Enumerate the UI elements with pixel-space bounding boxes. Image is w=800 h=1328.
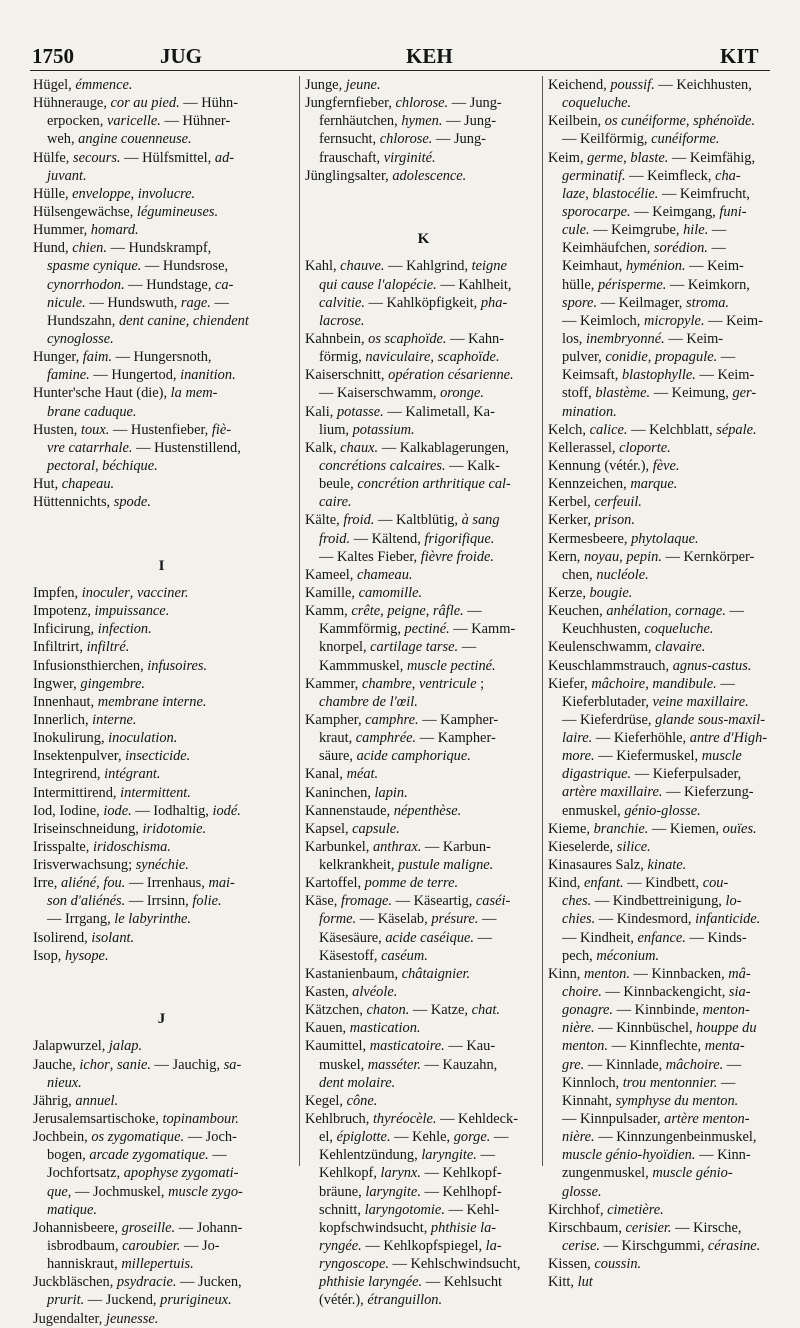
entry-line: isbrodbaum, caroubier. — Jo-	[47, 1238, 220, 1255]
entry-line: froid. — Kältend, frigorifique.	[319, 530, 495, 547]
entry-line: juvant.	[47, 167, 87, 184]
entry-line: Juckbläschen, psydracie. — Jucken,	[33, 1274, 242, 1291]
entry-line: Kanal, méat.	[305, 766, 379, 783]
entry-line: Infiltrirt, infiltré.	[33, 639, 130, 656]
entry-line: Keimhaut, hyménion. — Keim-	[562, 258, 744, 275]
entry-line: Integrirend, intégrant.	[33, 766, 161, 783]
entry-line: — Kaiserschwamm, oronge.	[319, 385, 484, 402]
entry-line: prurit. — Juckend, prurigineux.	[47, 1292, 232, 1309]
entry-line: forme. — Käselab, présure. —	[319, 911, 497, 928]
center-guide-word: KEH	[406, 44, 453, 68]
entry-line: zungenmuskel, muscle génio-	[562, 1165, 733, 1182]
entry-line: Keim, germe, blaste. — Keimfähig,	[548, 149, 756, 166]
entry-line: Kellerassel, cloporte.	[548, 439, 671, 456]
entry-line: cule. — Keimgrube, hile. —	[562, 222, 727, 239]
entry-line: Iod, Iodine, iode. — Iodhaltig, iodé.	[33, 802, 241, 819]
entry-line: spasme cynique. — Hundsrose,	[47, 258, 229, 275]
entry-line: — Keilförmig, cunéiforme.	[562, 131, 720, 148]
entry-line: coqueluche.	[562, 95, 632, 112]
entry-line: (vétér.), étranguillon.	[319, 1292, 443, 1309]
entry-line: Kinnaht, symphyse du menton.	[562, 1092, 739, 1109]
entry-line: el, épiglotte. — Kehle, gorge. —	[319, 1129, 509, 1146]
entry-line: Jalapwurzel, jalap.	[33, 1038, 143, 1055]
entry-line: matique.	[47, 1201, 97, 1218]
entry-line: Kahl, chauve. — Kahlgrind, teigne	[305, 258, 507, 275]
entry-line: Hunger, faim. — Hungersnoth,	[33, 349, 212, 366]
entry-line: Irisverwachsung; synéchie.	[33, 857, 189, 874]
section-letter: J	[157, 1011, 166, 1028]
entry-line: bräune, laryngite. — Kehlhopf-	[319, 1183, 502, 1200]
entry-line: spore. — Keilmager, stroma.	[562, 294, 730, 311]
entry-line: Kirchhof, cimetière.	[548, 1201, 664, 1218]
entry-line: vre catarrhale. — Hustenstillend,	[47, 439, 241, 456]
entry-line: Hüttennichts, spode.	[33, 494, 151, 511]
entry-line: chies. — Kindesmord, infanticide.	[562, 911, 761, 928]
entry-line: pulver, conidie, propagule. —	[562, 349, 736, 366]
entry-line: Kamille, camomille.	[305, 584, 423, 601]
entry-line: glosse.	[562, 1183, 602, 1200]
entry-line: Infusionsthierchen, infusoires.	[33, 657, 208, 674]
entry-line: phthisie laryngée. — Kehlsucht	[319, 1274, 503, 1291]
entry-line: Isop, hysope.	[33, 947, 109, 964]
entry-line: Jährig, annuel.	[33, 1092, 119, 1109]
entry-line: gonagre. — Kinnbinde, menton-	[562, 1002, 750, 1019]
entry-line: Jochfortsatz, apophyse zygomati-	[47, 1165, 239, 1182]
entry-line: Inokulirung, inoculation.	[33, 730, 178, 747]
entry-line: menton. — Kinnflechte, menta-	[562, 1038, 745, 1055]
entry-line: Kamm, crête, peigne, râfle. —	[305, 603, 482, 620]
entry-line: Kapsel, capsule.	[305, 820, 400, 837]
section-letter: I	[158, 557, 165, 574]
entry-line: laze, blastocélie. — Keimfrucht,	[562, 185, 750, 202]
entry-line: Innerlich, interne.	[33, 711, 137, 728]
entry-line: — Kaltes Fieber, fièvre froide.	[319, 548, 494, 565]
entry-line: Kätzchen, chaton. — Katze, chat.	[305, 1002, 501, 1019]
entry-line: muskel, masséter. — Kauzahn,	[319, 1056, 498, 1073]
entry-line: Kieselerde, silice.	[548, 838, 651, 855]
entry-line: — Kieferdrüse, glande sous-maxil-	[562, 711, 766, 728]
entry-line: Kinasaures Salz, kinate.	[548, 857, 687, 874]
entry-line: schnitt, laryngotomie. — Kehl-	[319, 1201, 500, 1218]
entry-line: kopfschwindsucht, phthisie la-	[319, 1219, 497, 1236]
entry-line: Keuchen, anhélation, cornage. —	[548, 603, 744, 620]
entry-line: artère maxillaire. — Kieferzung-	[562, 784, 754, 801]
entry-line: germinatif. — Keimfleck, cha-	[562, 167, 741, 184]
entry-line: Jauche, ichor, sanie. — Jauchig, sa-	[33, 1056, 242, 1073]
entry-line: chen, nucléole.	[562, 566, 649, 583]
entry-line: Intermittirend, intermittent.	[33, 784, 191, 801]
entry-line: dent molaire.	[319, 1074, 396, 1091]
entry-line: stoff, blastème. — Keimung, ger-	[562, 385, 757, 402]
entry-line: — Keimloch, micropyle. — Keim-	[562, 312, 763, 329]
entry-line: cerise. — Kirschgummi, cérasine.	[562, 1238, 761, 1254]
entry-line: Keimsaft, blastophylle. — Keim-	[562, 367, 755, 384]
page-number: 1750	[32, 44, 74, 68]
entry-line: Inficirung, infection.	[33, 621, 152, 638]
spacer	[33, 965, 290, 983]
entry-line: Impfen, inoculer, vacciner.	[33, 584, 189, 601]
entry-line: chambre de l'œil.	[319, 693, 418, 710]
entry-line: Kasten, alvéole.	[305, 984, 398, 1001]
entry-line: kraut, camphrée. — Kampher-	[319, 730, 496, 747]
entry-line: Kaiserschnitt, opération césarienne.	[305, 367, 514, 384]
header-rule	[30, 70, 770, 71]
entry-line: Kammmuskel, muscle pectiné.	[319, 657, 496, 674]
entry-line: laire. — Kieferhöhle, antre d'High-	[562, 730, 768, 747]
entry-line: Iriseinschneidung, iridotomie.	[33, 820, 207, 837]
entry-line: kelkrankheit, pustule maligne.	[319, 857, 494, 874]
entry-line: Kartoffel, pomme de terre.	[305, 875, 459, 892]
entry-line: Irisspalte, iridoschisma.	[33, 838, 171, 855]
entry-line: — Irrgang, le labyrinthe.	[47, 911, 192, 928]
entry-line: mination.	[562, 403, 617, 420]
entry-line: Jugendalter, jeunesse.	[33, 1310, 159, 1327]
entry-line: Jungfernfieber, chlorose. — Jung-	[305, 95, 502, 112]
spacer	[33, 511, 290, 529]
entry-line: Kauen, mastication.	[305, 1020, 421, 1037]
entry-line: Kern, noyau, pepin. — Kernkörper-	[548, 548, 755, 565]
entry-line: frauschaft, virginité.	[319, 149, 436, 166]
entry-line: — Kinnpulsader, artère menton-	[562, 1111, 750, 1128]
entry-line: nieux.	[47, 1074, 82, 1091]
entry-line: säure, acide camphorique.	[319, 748, 471, 765]
entry-line: Keuchhusten, coqueluche.	[562, 621, 714, 638]
entry-line: Kirschbaum, cerisier. — Kirsche,	[548, 1219, 742, 1236]
entry-line: Husten, toux. — Hustenfieber, fiè-	[33, 421, 232, 438]
page-header	[0, 36, 800, 72]
entry-line: Isolirend, isolant.	[33, 929, 135, 946]
entry-line: Kaumittel, masticatoire. — Kau-	[305, 1038, 496, 1055]
entry-line: lacrose.	[319, 312, 365, 329]
entry-line: Kammförmig, pectiné. — Kamm-	[319, 621, 516, 638]
entry-line: concrétions calcaires. — Kalk-	[319, 457, 500, 474]
entry-line: Keichend, poussif. — Keichhusten,	[548, 77, 752, 93]
entry-line: Hut, chapeau.	[33, 476, 115, 493]
entry-line: ryngoscope. — Kehlschwindsucht,	[319, 1256, 521, 1273]
entry-line: caire.	[319, 494, 352, 511]
entry-line: pech, méconium.	[562, 947, 660, 964]
entry-line: more. — Kiefermuskel, muscle	[562, 748, 742, 765]
entry-line: Jerusalemsartischoke, topinambour.	[33, 1111, 239, 1128]
entry-line: Ingwer, gingembre.	[33, 675, 145, 692]
entry-line: Kennzeichen, marque.	[548, 476, 678, 493]
entry-line: Keulenschwamm, clavaire.	[548, 639, 706, 656]
entry-line: Impotenz, impuissance.	[33, 603, 170, 620]
entry-line: brane caduque.	[47, 403, 137, 420]
entry-line: Johannisbeere, groseille. — Johann-	[33, 1219, 243, 1236]
entry-line: Keilbein, os cunéiforme, sphénoïde.	[548, 113, 756, 130]
entry-line: famine. — Hungertod, inanition.	[47, 367, 236, 384]
entry-line: Kelch, calice. — Kelchblatt, sépale.	[548, 421, 757, 438]
entry-line: Kahnbein, os scaphoïde. — Kahn-	[305, 330, 505, 347]
entry-line: lium, potassium.	[319, 421, 415, 438]
column-divider	[299, 76, 300, 1166]
entry-line: ches. — Kindbettreinigung, lo-	[562, 893, 742, 910]
entry-line: pectoral, béchique.	[47, 457, 158, 474]
entry-line: muscle génio-hyoïdien. — Kinn-	[562, 1147, 751, 1164]
entry-line: nicule. — Hundswuth, rage. —	[47, 294, 229, 311]
entry-line: Käsestoff, caséum.	[319, 947, 428, 964]
left-guide-word: JUG	[160, 44, 202, 68]
entry-line: los, inembryonné. — Keim-	[562, 330, 724, 347]
entry-line: Hülfe, secours. — Hülfsmittel, ad-	[33, 149, 235, 166]
entry-line: förmig, naviculaire, scaphoïde.	[319, 349, 500, 366]
entry-line: enmuskel, génio-glosse.	[562, 802, 701, 819]
entry-line: Junge, jeune.	[305, 77, 381, 93]
entry-line: calvitie. — Kahlköpfigkeit, pha-	[319, 294, 508, 311]
entry-line: Kampher, camphre. — Kampher-	[305, 711, 499, 728]
entry-line: Käse, fromage. — Käseartig, caséi-	[305, 893, 511, 910]
entry-line: nière. — Kinnzungenbeinmuskel,	[562, 1129, 757, 1146]
entry-line: erpocken, varicelle. — Hühner-	[47, 113, 231, 130]
entry-line: weh, angine couenneuse.	[47, 131, 192, 148]
entry-line: Kehlentzündung, laryngite. —	[319, 1147, 495, 1164]
entry-line: Hummer, homard.	[33, 222, 139, 239]
entry-line: Kaninchen, lapin.	[305, 784, 408, 801]
entry-line: Hundszahn, dent canine, chiendent	[47, 312, 249, 329]
entry-line: Kali, potasse. — Kalimetall, Ka-	[305, 403, 495, 420]
entry-line: fernhäutchen, hymen. — Jung-	[319, 113, 497, 130]
entry-line: Hund, chien. — Hundskrampf,	[33, 240, 212, 257]
entry-line: Kind, enfant. — Kindbett, cou-	[548, 875, 729, 892]
entry-line: cynorrhodon. — Hundstage, ca-	[47, 276, 234, 293]
entry-line: hanniskraut, millepertuis.	[47, 1256, 194, 1273]
entry-line: Hühnerauge, cor au pied. — Hühn-	[33, 95, 239, 112]
entry-line: digastrique. — Kieferpulsader,	[562, 766, 742, 783]
entry-line: que, — Jochmuskel, muscle zygo-	[47, 1183, 243, 1200]
entry-line: fernsucht, chlorose. — Jung-	[319, 131, 486, 148]
entry-line: Irre, aliéné, fou. — Irrenhaus, mai-	[33, 875, 235, 892]
entry-line: gre. — Kinnlade, mâchoire. —	[562, 1056, 742, 1073]
entry-line: nière. — Kinnbüschel, houppe du	[562, 1020, 757, 1037]
entry-line: beule, concrétion arthritique cal-	[319, 476, 511, 493]
entry-line: Kammer, chambre, ventricule ;	[305, 675, 485, 692]
entry-line: Keimhäufchen, sorédion. —	[562, 240, 726, 257]
entry-line: Jünglingsalter, adolescence.	[305, 167, 467, 184]
entry-line: knorpel, cartilage tarse. —	[319, 639, 477, 656]
entry-line: Hülle, enveloppe, involucre.	[33, 185, 196, 202]
spacer	[305, 185, 542, 203]
entry-line: cynoglosse.	[47, 330, 114, 347]
entry-line: Hunter'sche Haut (die), la mem-	[33, 385, 218, 402]
middle-column	[305, 76, 542, 1309]
entry-line: Kieme, branchie. — Kiemen, ouïes.	[548, 820, 757, 837]
entry-line: Kerbel, cerfeuil.	[548, 494, 642, 511]
entry-line: ryngée. — Kehlkopfspiegel, la-	[319, 1238, 502, 1255]
entry-line: Hülsengewächse, légumineuses.	[33, 203, 219, 220]
entry-line: hülle, périsperme. — Keimkorn,	[562, 276, 750, 293]
entry-line: Kinnloch, trou mentonnier. —	[562, 1074, 736, 1091]
entry-line: Kermesbeere, phytolaque.	[548, 530, 699, 547]
entry-line: Karbunkel, anthrax. — Karbun-	[305, 838, 491, 855]
left-column	[33, 76, 290, 1327]
entry-line: Innenhaut, membrane interne.	[33, 693, 207, 710]
entry-line: son d'aliénés. — Irrsinn, folie.	[47, 893, 222, 910]
entry-line: sporocarpe. — Keimgang, funi-	[562, 203, 747, 220]
entry-line: Kehlkopf, larynx. — Kehlkopf-	[319, 1165, 502, 1182]
entry-line: Kieferblutader, veine maxillaire.	[562, 693, 749, 710]
entry-line: Kennung (vétér.), fève.	[548, 457, 680, 474]
section-letter: K	[417, 230, 430, 247]
entry-line: Keuschlammstrauch, agnus-castus.	[548, 657, 752, 674]
entry-line: Insektenpulver, insecticide.	[33, 748, 191, 765]
right-column	[548, 76, 788, 1291]
entry-line: choire. — Kinnbackengicht, sia-	[562, 984, 751, 1001]
entry-line: Käsesäure, acide caséique. —	[319, 929, 493, 946]
column-divider	[542, 76, 543, 1166]
entry-line: Kinn, menton. — Kinnbacken, mâ-	[548, 965, 751, 982]
entry-line: Kerze, bougie.	[548, 584, 633, 601]
entry-line: Jochbein, os zygomatique. — Joch-	[33, 1129, 237, 1146]
entry-line: Kälte, froid. — Kaltblütig, à sang	[305, 512, 500, 529]
entry-line: — Kindheit, enfance. — Kinds-	[562, 929, 747, 946]
entry-line: Kitt, lut	[548, 1274, 593, 1291]
entry-line: Kastanienbaum, châtaignier.	[305, 965, 471, 982]
right-guide-word: KIT	[720, 44, 759, 68]
entry-line: Kehlbruch, thyréocèle. — Kehldeck-	[305, 1111, 518, 1128]
entry-line: Kegel, cône.	[305, 1092, 378, 1109]
entry-line: bogen, arcade zygomatique. —	[47, 1147, 227, 1164]
entry-line: Hügel, émmence.	[33, 77, 133, 93]
entry-line: Kiefer, mâchoire, mandibule. —	[548, 675, 735, 692]
entry-line: Kameel, chameau.	[305, 566, 413, 583]
entry-line: Kalk, chaux. — Kalkablagerungen,	[305, 439, 509, 456]
entry-line: Kissen, coussin.	[548, 1256, 642, 1273]
entry-line: qui cause l'alopécie. — Kahlheit,	[319, 276, 512, 293]
entry-line: Kerker, prison.	[548, 512, 635, 529]
entry-line: Kannenstaude, népenthèse.	[305, 802, 462, 819]
